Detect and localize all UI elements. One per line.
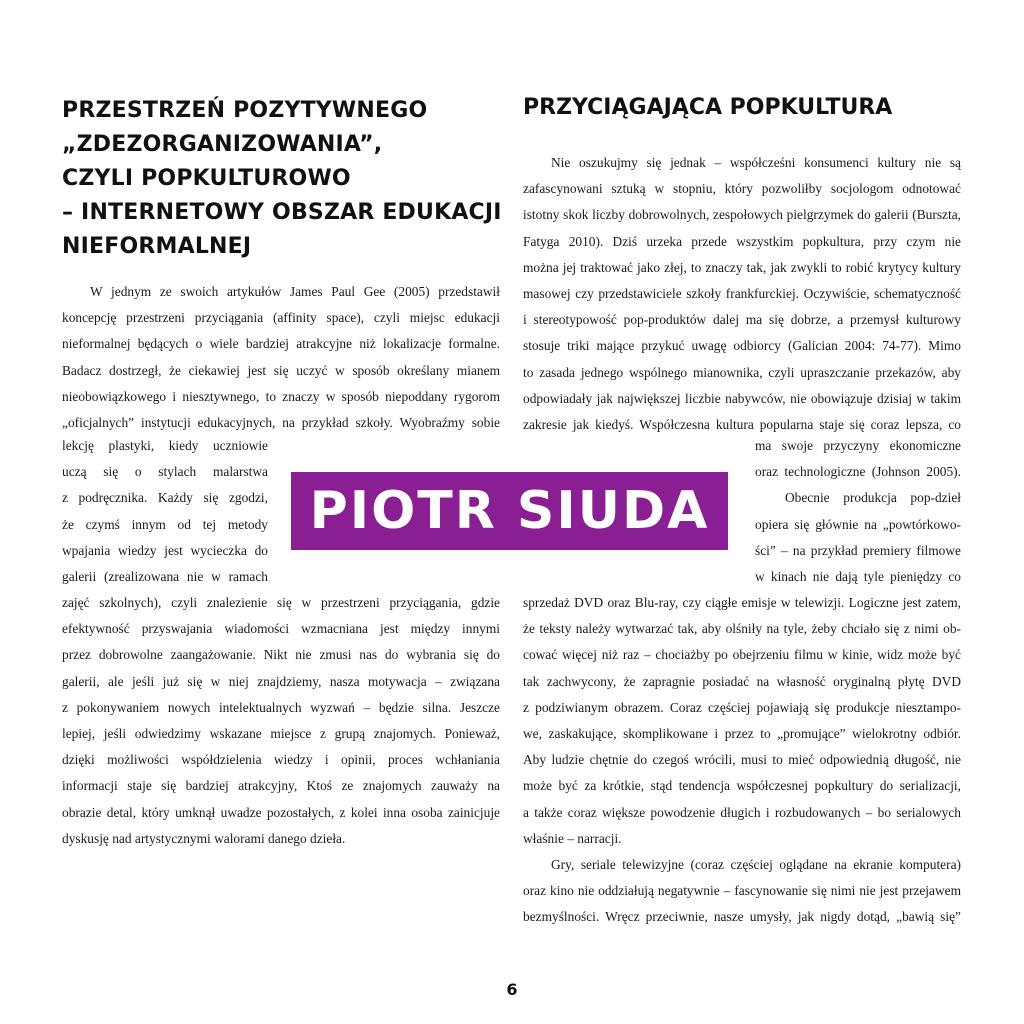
text-line: z podręcznika. Każdy się zgodzi,: [62, 490, 268, 506]
heading-line: – INTERNETOWY OBSZAR EDUKACJI: [62, 200, 502, 225]
text-line: ści” – na przykład premiery filmowe: [755, 542, 961, 558]
text-line: we, zaskakujące, skomplikowane i przez to „promujące” wielokrotny odbiór.: [523, 725, 961, 741]
text-line: zakresie jak kiedyś. Współczesna kultura popularna staje się coraz lepsza, co: [523, 416, 961, 432]
heading-line: „ZDEZORGANIZOWANIA”,: [62, 132, 383, 157]
text-line: Badacz dostrzegł, że ciekawiej jest się uczyć w sposób określany mianem: [62, 362, 500, 378]
text-line: cować więcej niż raz – chociażby po obejrzeniu filmu w kinie, widz może być: [523, 647, 961, 663]
text-line: lekcję plastyki, kiedy uczniowie: [62, 438, 268, 453]
text-line: wpajania wiedzy jest wycieczka do: [62, 542, 268, 558]
text-line: istotny skok liczby dobrowolnych, zespołowych pielgrzymek do galerii (Burszta,: [523, 207, 961, 223]
text-line: sprzedaż DVD oraz Blu-ray, czy ciągłe emisje w telewizji. Logiczne jest zatem,: [523, 595, 961, 610]
text-line: przez dobrowolne zaangażowanie. Nikt nie zmusi nas do wybrania się do: [62, 647, 500, 663]
left-column-wrap: [62, 433, 268, 590]
text-line: obrazie detal, który umknął uwadze pozostałych, z kolei inna osoba zainicjuje: [62, 804, 500, 820]
text-line: bezmyślności. Wręcz przeciwnie, nasze umysły, jak nigdy dotąd, „bawią się”: [523, 909, 961, 925]
heading-line: CZYLI POPKULTUROWO: [62, 166, 351, 191]
left-section-heading: [62, 94, 502, 264]
left-column-bottom: [62, 590, 500, 852]
text-line: że czymś innym od tej metody: [62, 516, 268, 532]
text-line: a także coraz większe powodzenie długich i rozbudowanych – bo serialowych: [523, 804, 961, 820]
text-line: opiera się głównie na „powtórkowo-: [755, 516, 961, 532]
text-line: w kinach nie dają tyle pieniędzy co: [755, 568, 961, 584]
right-column-top: [523, 150, 961, 438]
text-line: masowej czy przedstawiciele szkoły frankfurckiej. Oczywiście, schematyczność: [523, 285, 961, 301]
left-column-top: [62, 279, 500, 436]
text-line: Aby ludzie chętnie do czegoś wrócili, musi to mieć odpowiednią długość, nie: [523, 752, 961, 768]
text-line: efektywność przyswajania wiadomości wzmacniana jest między innymi: [62, 621, 500, 637]
text-line: dyskusję nad artystycznymi walorami danego dzieła.: [62, 830, 346, 846]
text-line: to zasada jednego wspólnego mianownika, czyli upraszczanie przekazów, aby: [523, 364, 961, 380]
right-section-heading: [523, 94, 892, 122]
text-line: z podziwianym obrazem. Coraz częściej pojawiają się produkcje niesztampo-: [523, 699, 961, 715]
text-line: zajęć szkolnych), czyli znalezienie się w przestrzeni przyciągania, gdzie: [62, 595, 500, 610]
text-line: z pokonywaniem nowych intelektualnych wyzwań – będzie silna. Jeszcze: [62, 699, 500, 715]
right-column-bottom: [523, 590, 961, 930]
text-line: galerii, ale jeśli już się w niej znajdziemy, nasza motywacja – związana: [62, 673, 500, 689]
text-line: W jednym ze swoich artykułów James Paul Gee (2005) przedstawił: [90, 284, 500, 299]
text-line: nieformalnej będących o wiele bardziej atrakcyjne niż lokalizacje formalne.: [62, 336, 500, 352]
text-line: stosuje triki mające przykuć uwagę odbiorcy (Galician 2004: 74-77). Mimo: [523, 338, 961, 354]
text-line: właśnie – narracji.: [523, 830, 622, 846]
author-banner: [291, 472, 728, 550]
text-line: tak zachwycony, że zapragnie posiadać na własność oryginalną płytę DVD: [523, 673, 961, 689]
text-line: Gry, seriale telewizyjne (coraz częściej oglądane na ekranie komputera): [551, 856, 961, 872]
text-line: ma swoje przyczyny ekonomiczne: [755, 438, 961, 453]
text-line: informacji staje się bardziej atrakcyjny, Ktoś ze znajomych zauważy na: [62, 778, 500, 794]
text-line: oraz kino nie oddziałują negatywnie – fascynowanie się nimi nie jest przejawem: [523, 883, 961, 899]
text-line: galerii (zrealizowana nie w ramach: [62, 568, 268, 584]
text-line: dzięki możliwości współdzielenia wiedzy i opinii, proces wchłaniania: [62, 752, 500, 768]
text-line: lepiej, jeśli odwiedzimy wskazane miejsce z grupą znajomych. Ponieważ,: [62, 725, 500, 741]
right-column-wrap: [755, 433, 961, 590]
text-line: uczą się o stylach malarstwa: [62, 464, 268, 480]
text-line: można jej traktować jako złej, to znaczy tak, jak zwykli to robić krytycy kultury: [523, 259, 961, 275]
text-line: odpowiadały jak największej liczbie nabywców, nie obowiązuje dzisiaj w takim: [523, 390, 961, 406]
text-line: oraz technologiczne (Johnson 2005).: [755, 464, 961, 480]
text-line: Obecnie produkcja pop-dzieł: [785, 490, 961, 506]
heading-line: PRZYCIĄGAJĄCA POPKULTURA: [523, 95, 893, 120]
heading-line: PRZESTRZEŃ POZYTYWNEGO: [62, 98, 428, 123]
text-line: Nie oszukujmy się jednak – współcześni konsumenci kultury nie są: [551, 155, 961, 170]
text-line: zafascynowani sztuką w stopniu, który pozwoliłby socjologom odnotować: [523, 181, 961, 197]
text-line: „oficjalnych” instytucji edukacyjnych, na przykład szkoły. Wyobraźmy sobie: [62, 414, 500, 430]
text-line: może być za krótkie, stąd tendencja współczesnej popkultury do serializacji,: [523, 778, 961, 794]
text-line: Fatyga 2010). Dziś urzeka przede wszystkim popkultura, przy czym nie: [523, 233, 961, 249]
heading-line: NIEFORMALNEJ: [62, 234, 252, 259]
text-line: że teksty należy wytwarzać tak, aby olśniły na tyle, żeby chciało się z nimi ob-: [523, 621, 961, 637]
text-line: i stereotypowość pop-produktów dalej ma się dobrze, a przemysł kulturowy: [523, 312, 961, 328]
text-line: koncepcję przestrzeni przyciągania (affinity space), czyli miejsc edukacji: [62, 310, 500, 326]
author-name: PIOTR SIUDA: [309, 481, 710, 541]
page-number: 6: [506, 980, 518, 999]
text-line: nieobowiązkowego i niesztywnego, to znaczy w sposób niepoddany rygorom: [62, 388, 500, 404]
